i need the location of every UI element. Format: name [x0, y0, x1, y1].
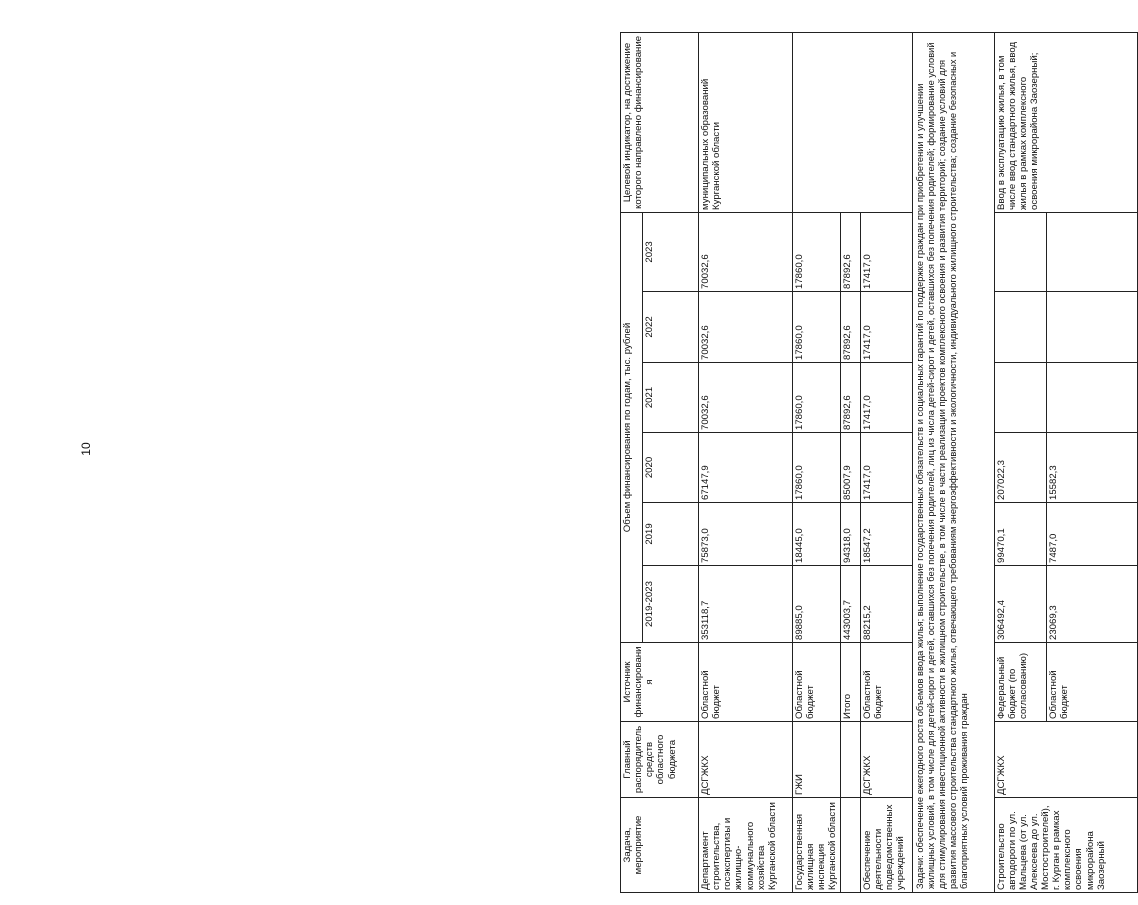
row-indicator	[793, 32, 913, 212]
task-text: Задачи: обеспечение ежегодного роста объемов ввода жилья; выполнение государственных обязательств и социальных гарантий по поддержке граждан при приобретении и улучшении жилищных условий, в том числе для детей-сирот и детей, оставшихся без попечения родителей, лиц из числа детей-сирот и детей, оставшихся без попечения родителей; формирование условий для стимулирования инвестиционной активности в жилищном строительстве, в том числе в части реализации проектов комплексного освоения и развития территорий; создание условий для развития массового строительства стандартного жилья, отвечающего требованиям энергоэффективности и экологичности, индивидуального жилищного строительства; создание безопасных и благоприятных условий проживания граждан	[912, 32, 994, 892]
row-value: 75873,0	[699, 503, 793, 566]
task-row	[912, 32, 994, 892]
row-value: 443003,7	[840, 566, 860, 643]
row-value: 89885,0	[793, 566, 841, 643]
row-value: 87892,6	[840, 212, 860, 291]
row-value: 17417,0	[860, 292, 912, 363]
row-value: 17417,0	[860, 212, 912, 291]
header-year: 2021	[643, 363, 699, 433]
row-value: 18547,2	[860, 503, 912, 566]
row-value: 17860,0	[793, 433, 841, 503]
row-source: Областной бюджет	[793, 643, 841, 722]
row-value: 17860,0	[793, 363, 841, 433]
header-task: Задача, мероприятие	[621, 798, 699, 893]
row-value: 17860,0	[793, 292, 841, 363]
construction-source: Федеральный бюджет (по согласованию)	[994, 643, 1046, 722]
header-indicator: Целевой индикатор, на достижение которого направлено финансирование	[621, 32, 699, 212]
row-name: Государственная жилищная инспекция Курганской области	[793, 798, 841, 893]
construction-org: ДСГЖКХ	[994, 722, 1137, 798]
construction-value: 207022,3	[994, 433, 1046, 503]
construction-source: Областной бюджет	[1046, 643, 1137, 722]
construction-value	[1046, 212, 1137, 291]
header-year: 2022	[643, 292, 699, 363]
row-value: 87892,6	[840, 292, 860, 363]
row-value: 85007,9	[840, 433, 860, 503]
construction-name: Строительство автодороги по ул. Мальцева (от ул. Алексеева до ул. Мостостроителей), г. Курган в рамках комплексного освоения микрорайона Заозерный	[994, 798, 1137, 893]
construction-value	[994, 363, 1046, 433]
header-year: 2019-2023	[643, 566, 699, 643]
row-value: 88215,2	[860, 566, 912, 643]
header-year: 2020	[643, 433, 699, 503]
row-value: 70032,6	[699, 363, 793, 433]
header-year: 2023	[643, 212, 699, 291]
row-source: Итого	[840, 643, 860, 722]
construction-value: 23069,3	[1046, 566, 1137, 643]
row-value: 17417,0	[860, 433, 912, 503]
rotated-page-content	[620, 33, 1130, 893]
construction-value: 99470,1	[994, 503, 1046, 566]
row-value: 87892,6	[840, 363, 860, 433]
page-number: 10	[79, 442, 93, 456]
row-name: Обеспечение деятельности подведомственных учреждений	[860, 798, 912, 893]
row-value: 353118,7	[699, 566, 793, 643]
header-source: Источник финансирования	[621, 643, 699, 722]
construction-value	[994, 292, 1046, 363]
header-year: 2019	[643, 503, 699, 566]
table-row	[699, 32, 793, 892]
row-org: ГЖИ	[793, 722, 841, 798]
table-row	[793, 32, 841, 892]
construction-indicator: Ввод в эксплуатацию жилья, в том числе ввод стандартного жилья, ввод жилья в рамках комплексного освоения микрорайона Заозерный;	[994, 32, 1137, 212]
row-name	[840, 798, 860, 893]
construction-value: 7487,0	[1046, 503, 1137, 566]
construction-value	[1046, 363, 1137, 433]
construction-value: 306492,4	[994, 566, 1046, 643]
row-org: ДСГЖКХ	[860, 722, 912, 798]
row-value: 67147,9	[699, 433, 793, 503]
row-value: 18445,0	[793, 503, 841, 566]
table-row	[994, 32, 1046, 892]
row-org	[840, 722, 860, 798]
header-volume: Объем финансирования по годам, тыс. рублей	[621, 212, 643, 642]
header-distributor: Главный распорядитель средств областного бюджета	[621, 722, 699, 798]
construction-value	[994, 212, 1046, 291]
row-value: 70032,6	[699, 292, 793, 363]
row-value: 17860,0	[793, 212, 841, 291]
row-value: 94318,0	[840, 503, 860, 566]
financing-table	[620, 32, 1138, 893]
row-source: Областной бюджет	[860, 643, 912, 722]
row-name: Департамент строительства, госэкспертизы и жилищно-коммунального хозяйства Курганской области	[699, 798, 793, 893]
row-source: Областной бюджет	[699, 643, 793, 722]
row-value: 70032,6	[699, 212, 793, 291]
row-indicator: муниципальных образований Курганской области	[699, 32, 793, 212]
row-value: 17417,0	[860, 363, 912, 433]
construction-value	[1046, 292, 1137, 363]
row-org: ДСГЖКХ	[699, 722, 793, 798]
construction-value: 15582,3	[1046, 433, 1137, 503]
